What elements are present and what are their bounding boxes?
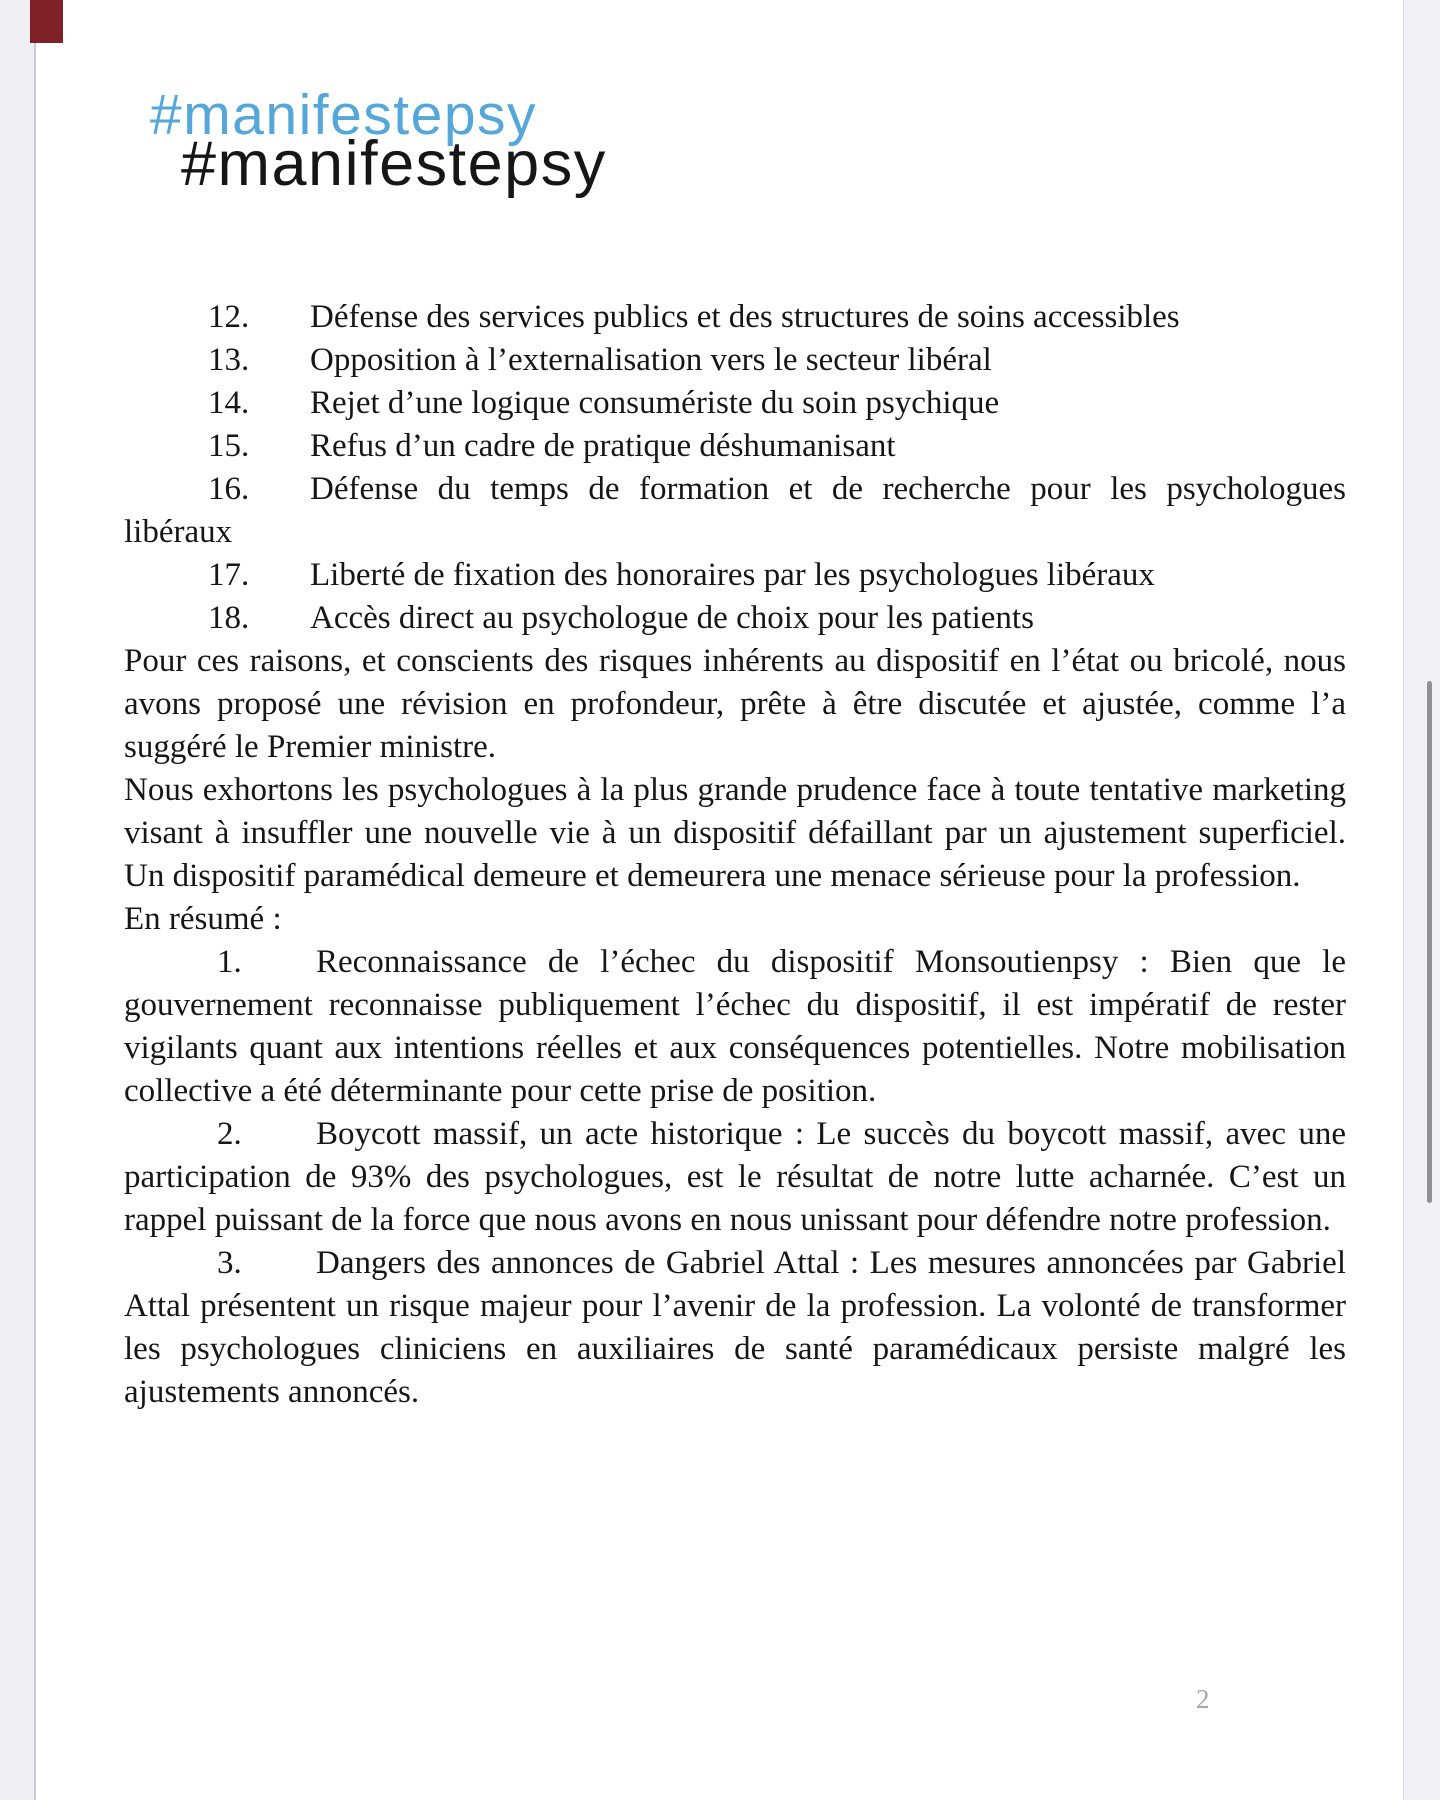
list-number: 13. (208, 342, 250, 378)
list-number: 15. (208, 428, 250, 464)
list-text: Défense des services publics et des structures de soins accessibles (310, 299, 1180, 335)
page-number: 2 (1196, 1684, 1210, 1714)
left-gutter (0, 0, 36, 1800)
list-text: Refus d’un cadre de pratique déshumanisant (310, 428, 896, 464)
recording-indicator[interactable] (30, 0, 63, 43)
list-number: 12. (208, 299, 250, 335)
summary-text: Reconnaissance de l’échec du dispositif Monsoutienpsy : Bien que le gouvernement reconnaisse publiquement l’échec du dispositif, il est impératif de rester vigilants quant aux intentions réelles et aux conséquences potentielles. Notre mobilisation collective a été déterminante pour cette prise de position. (124, 944, 1346, 1109)
list-item (124, 468, 1346, 554)
document-page (124, 296, 1346, 1414)
summary-item (124, 941, 1346, 1113)
summary-number: 2. (217, 1116, 242, 1152)
list-item (124, 554, 1346, 597)
list-number: 16. (208, 471, 250, 507)
summary-number: 3. (217, 1245, 242, 1281)
list-text: Accès direct au psychologue de choix pour les patients (310, 600, 1034, 636)
summary-heading: En résumé : (124, 901, 282, 937)
list-number: 18. (208, 600, 250, 636)
summary-text: Dangers des annonces de Gabriel Attal : Les mesures annoncées par Gabriel Attal présentent un risque majeur pour l’avenir de la profession. La volonté de transformer les psychologues cliniciens en auxiliaires de santé paramédicaux persiste malgré les ajustements annoncés. (124, 1245, 1346, 1410)
summary-text: Boycott massif, un acte historique : Le succès du boycott massif, avec une participation de 93% des psychologues, est le résultat de notre lutte acharnée. C’est un rappel puissant de la force que nous avons en nous unissant pour défendre notre profession. (124, 1116, 1346, 1238)
list-text: Liberté de fixation des honoraires par les psychologues libéraux (310, 557, 1155, 593)
right-gutter (1403, 0, 1440, 1800)
summary-number: 1. (217, 944, 242, 980)
paragraph: Nous exhortons les psychologues à la plus grande prudence face à toute tentative marketing visant à insuffler une nouvelle vie à un dispositif défaillant par un ajustement superficiel. Un dispositif paramédical demeure et demeurera une menace sérieuse pour la profession. (124, 772, 1346, 894)
list-text: Rejet d’une logique consumériste du soin psychique (310, 385, 1000, 421)
list-item (124, 425, 1346, 468)
logo-hashtag-black: #manifestepsy (181, 129, 607, 199)
list-number: 14. (208, 385, 250, 421)
paragraph: Pour ces raisons, et conscients des risques inhérents au dispositif en l’état ou bricolé, nous avons proposé une révision en profondeur, prête à être discutée et ajustée, comme l’a suggéré le Premier ministre. (124, 643, 1346, 765)
logo-hashtag-blue: #manifestepsy (150, 83, 538, 147)
list-item (124, 339, 1346, 382)
summary-item (124, 1242, 1346, 1414)
list-number: 17. (208, 557, 250, 593)
scrollbar-thumb[interactable] (1427, 681, 1432, 1203)
list-text: Opposition à l’externalisation vers le secteur libéral (310, 342, 992, 378)
summary-item (124, 1113, 1346, 1242)
list-item (124, 597, 1346, 640)
list-item (124, 382, 1346, 425)
list-text: Défense du temps de formation et de recherche pour les psychologues libéraux (124, 471, 1346, 550)
list-item (124, 296, 1346, 339)
